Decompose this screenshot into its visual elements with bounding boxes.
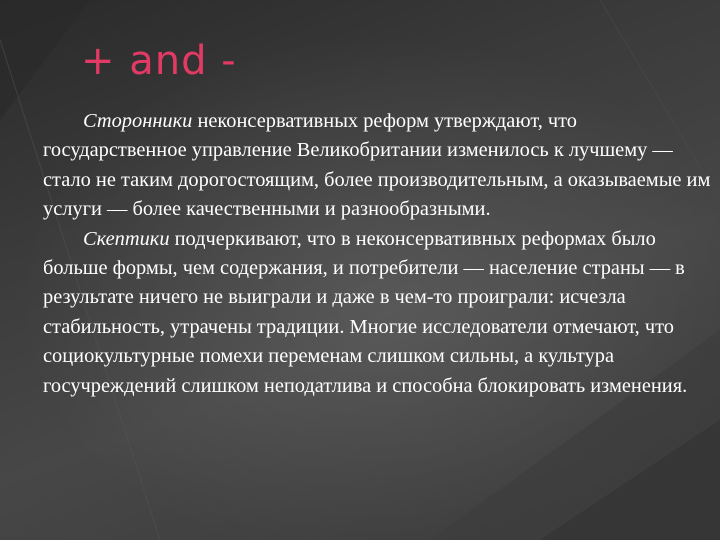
slide-body <box>43 107 711 401</box>
paragraph-skeptics <box>43 225 711 401</box>
skeptics-lead: Скептики <box>83 227 170 250</box>
supporters-lead: Сторонники <box>83 110 193 132</box>
paragraph-supporters <box>43 107 711 225</box>
supporters-text: неконсервативных реформ утверждают, что государственное управление Великобритании изменилось к лучшему — стало не таким дорогостоящим, более производительным, а оказываемые им услуги — более качественными и разнообразными. <box>43 110 711 221</box>
slide-title: + and - <box>81 38 237 84</box>
skeptics-text: подчеркивают, что в неконсервативных реформах было больше формы, чем содержания, и потребители — население страны — в результате ничего не выиграли и даже в чем-то проиграли: исчезла стабильность, утрачены традиции. Многие исследователи отмечают, что социокультурные помехи переменам слишком сильны, а культура госучреждений слишком неподатлива и способна блокировать изменения. <box>43 227 688 397</box>
